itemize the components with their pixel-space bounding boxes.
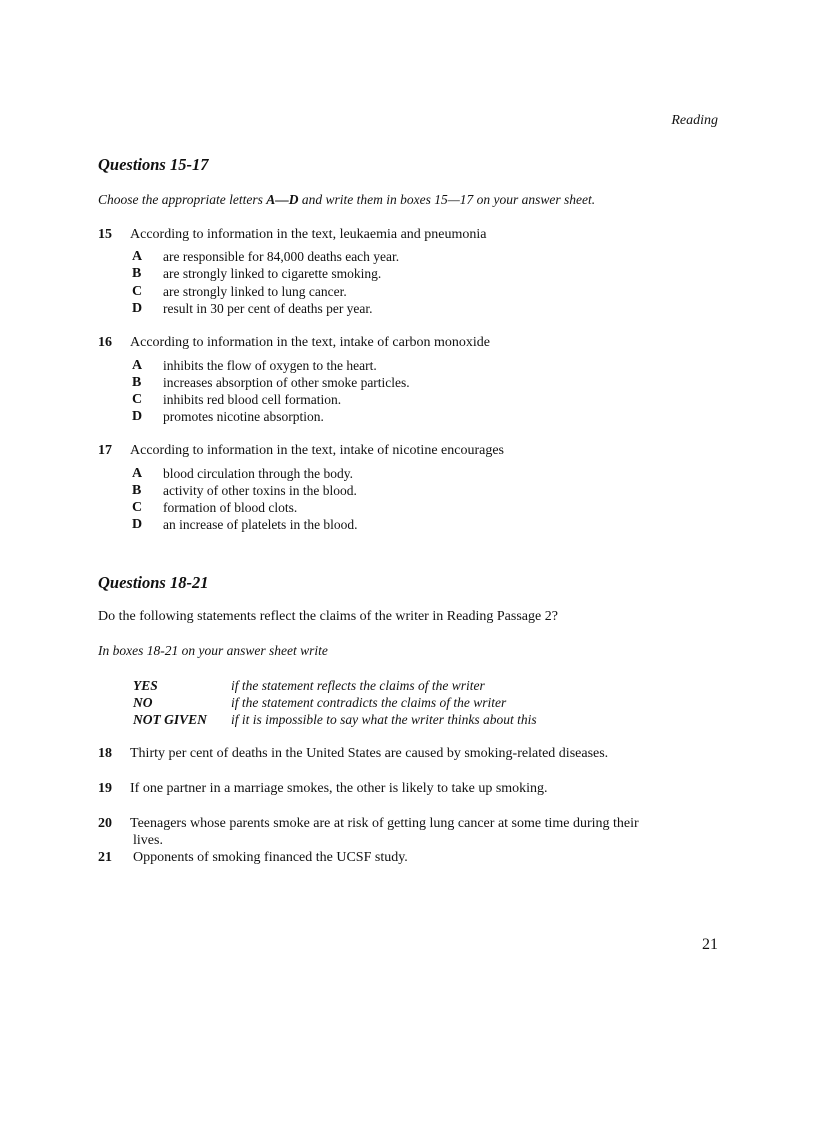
statement-number: 21 <box>98 850 112 865</box>
key-definition-yes: if the statement reflects the claims of the writer <box>231 678 485 693</box>
statement-number: 18 <box>98 746 112 761</box>
statement-number: 19 <box>98 781 112 796</box>
key-definition-not-given: if it is impossible to say what the writer thinks about this <box>231 712 537 727</box>
section-title-questions-18-21: Questions 18-21 <box>98 573 209 592</box>
option-letter: B <box>132 266 142 281</box>
key-term-yes: YES <box>133 678 158 693</box>
running-header: Reading <box>671 113 718 128</box>
question-stem: According to information in the text, intake of carbon monoxide <box>130 335 491 350</box>
option-text: result in 30 per cent of deaths per year. <box>163 301 373 316</box>
option-letter: D <box>132 409 143 424</box>
option-text: blood circulation through the body. <box>163 466 353 481</box>
option-text: inhibits the flow of oxygen to the heart. <box>163 358 377 373</box>
question-stem: According to information in the text, leukaemia and pneumonia <box>130 227 487 242</box>
page-number: 21 <box>702 936 718 953</box>
option-letter: A <box>132 358 143 373</box>
option-text: an increase of platelets in the blood. <box>163 517 358 532</box>
option-letter: B <box>132 483 142 498</box>
instruction-suffix: and write them in boxes 15—17 on your answer sheet. <box>298 192 596 207</box>
option-letter: B <box>132 375 142 390</box>
option-text: are responsible for 84,000 deaths each year. <box>163 249 400 264</box>
statement-text-continuation: lives. <box>133 833 163 848</box>
key-definition-no: if the statement contradicts the claims of the writer <box>231 695 507 710</box>
instruction-letter-range: A—D <box>266 192 299 207</box>
question-stem: According to information in the text, intake of nicotine encourages <box>130 443 504 458</box>
statement-number: 20 <box>98 816 112 831</box>
option-text: inhibits red blood cell formation. <box>163 392 342 407</box>
instruction-prefix: Choose the appropriate letters <box>98 192 267 207</box>
question-number: 17 <box>98 443 112 458</box>
statement-text: Teenagers whose parents smoke are at risk of getting lung cancer at some time during their <box>130 816 639 831</box>
option-letter: C <box>132 500 143 515</box>
option-text: promotes nicotine absorption. <box>163 409 324 424</box>
option-letter: C <box>132 392 143 407</box>
section-title-questions-15-17: Questions 15-17 <box>98 155 209 174</box>
section2-intro: Do the following statements reflect the claims of the writer in Reading Passage 2? <box>98 609 558 624</box>
option-text: are strongly linked to lung cancer. <box>163 284 347 299</box>
option-letter: C <box>132 284 143 299</box>
key-term-no: NO <box>133 695 153 710</box>
section1-instruction <box>98 192 595 208</box>
option-letter: D <box>132 301 143 316</box>
statement-text: Opponents of smoking financed the UCSF study. <box>133 850 408 865</box>
section2-instruction: In boxes 18-21 on your answer sheet write <box>98 643 328 658</box>
option-text: activity of other toxins in the blood. <box>163 483 357 498</box>
key-term-not-given: NOT GIVEN <box>133 712 207 727</box>
question-number: 16 <box>98 335 112 350</box>
statement-text: Thirty per cent of deaths in the United States are caused by smoking-related diseases. <box>130 746 609 761</box>
option-text: are strongly linked to cigarette smoking. <box>163 266 382 281</box>
option-letter: A <box>132 466 143 481</box>
statement-text: If one partner in a marriage smokes, the other is likely to take up smoking. <box>130 781 548 796</box>
option-text: increases absorption of other smoke particles. <box>163 375 410 390</box>
option-letter: A <box>132 249 143 264</box>
question-number: 15 <box>98 227 112 242</box>
option-letter: D <box>132 517 143 532</box>
option-text: formation of blood clots. <box>163 500 298 515</box>
